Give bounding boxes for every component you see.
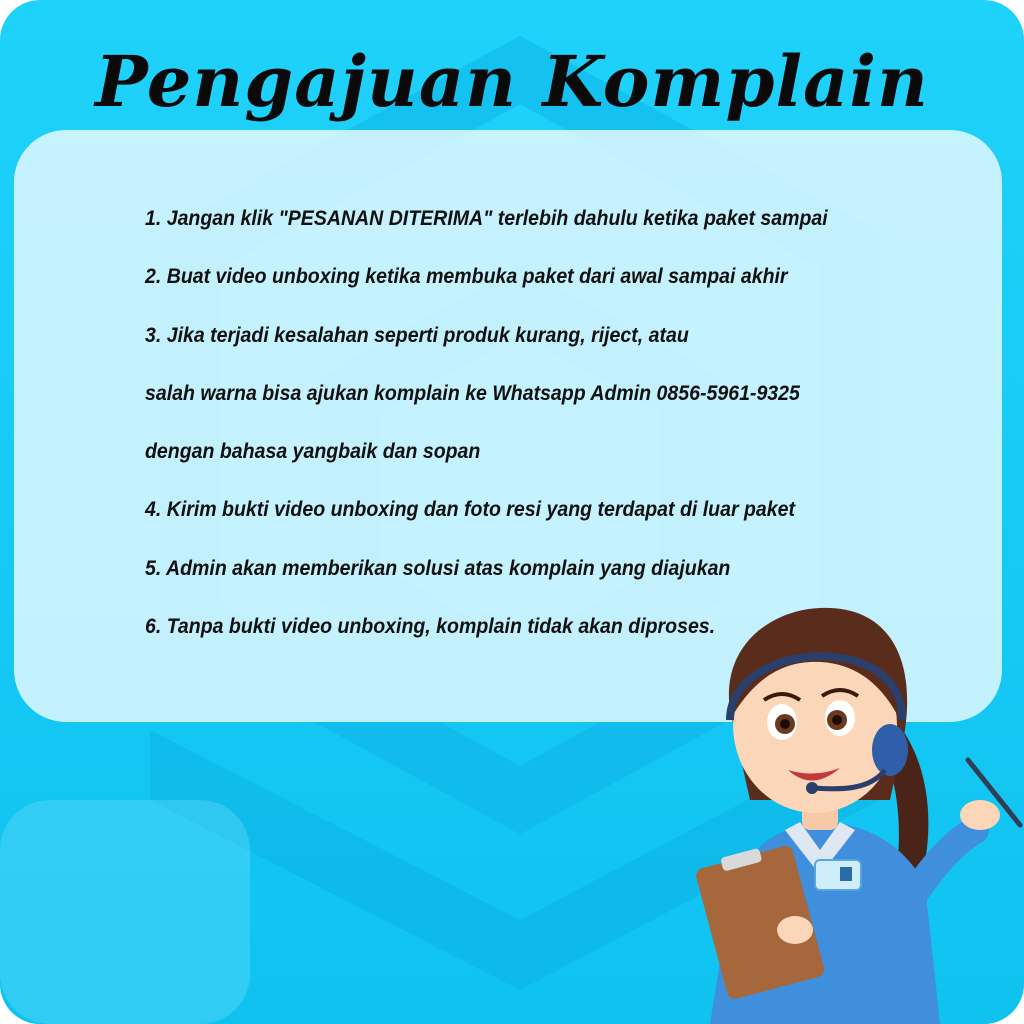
rule-line: 4. Kirim bukti video unboxing dan foto resi yang terdapat di luar paket xyxy=(145,498,796,522)
rule-line: 6. Tanpa bukti video unboxing, komplain tidak akan diproses. xyxy=(145,615,716,639)
rule-line: 3. Jika terjadi kesalahan seperti produk kurang, riject, atau xyxy=(145,323,689,347)
rules-list xyxy=(145,190,885,656)
name-badge-icon xyxy=(815,860,861,890)
page-title: Pengajuan Komplain xyxy=(95,40,929,123)
customer-service-illustration xyxy=(690,600,1024,1024)
rule-line: dengan bahasa yangbaik dan sopan xyxy=(145,440,481,464)
rule-line: 2. Buat video unboxing ketika membuka paket dari awal sampai akhir xyxy=(145,265,788,289)
rule-line: 5. Admin akan memberikan solusi atas komplain yang diajukan xyxy=(145,556,731,580)
rule-line: 1. Jangan klik "PESANAN DITERIMA" terlebih dahulu ketika paket sampai xyxy=(145,207,828,230)
rule-line: salah warna bisa ajukan komplain ke Whatsapp Admin 0856-5961-9325 xyxy=(145,381,800,405)
